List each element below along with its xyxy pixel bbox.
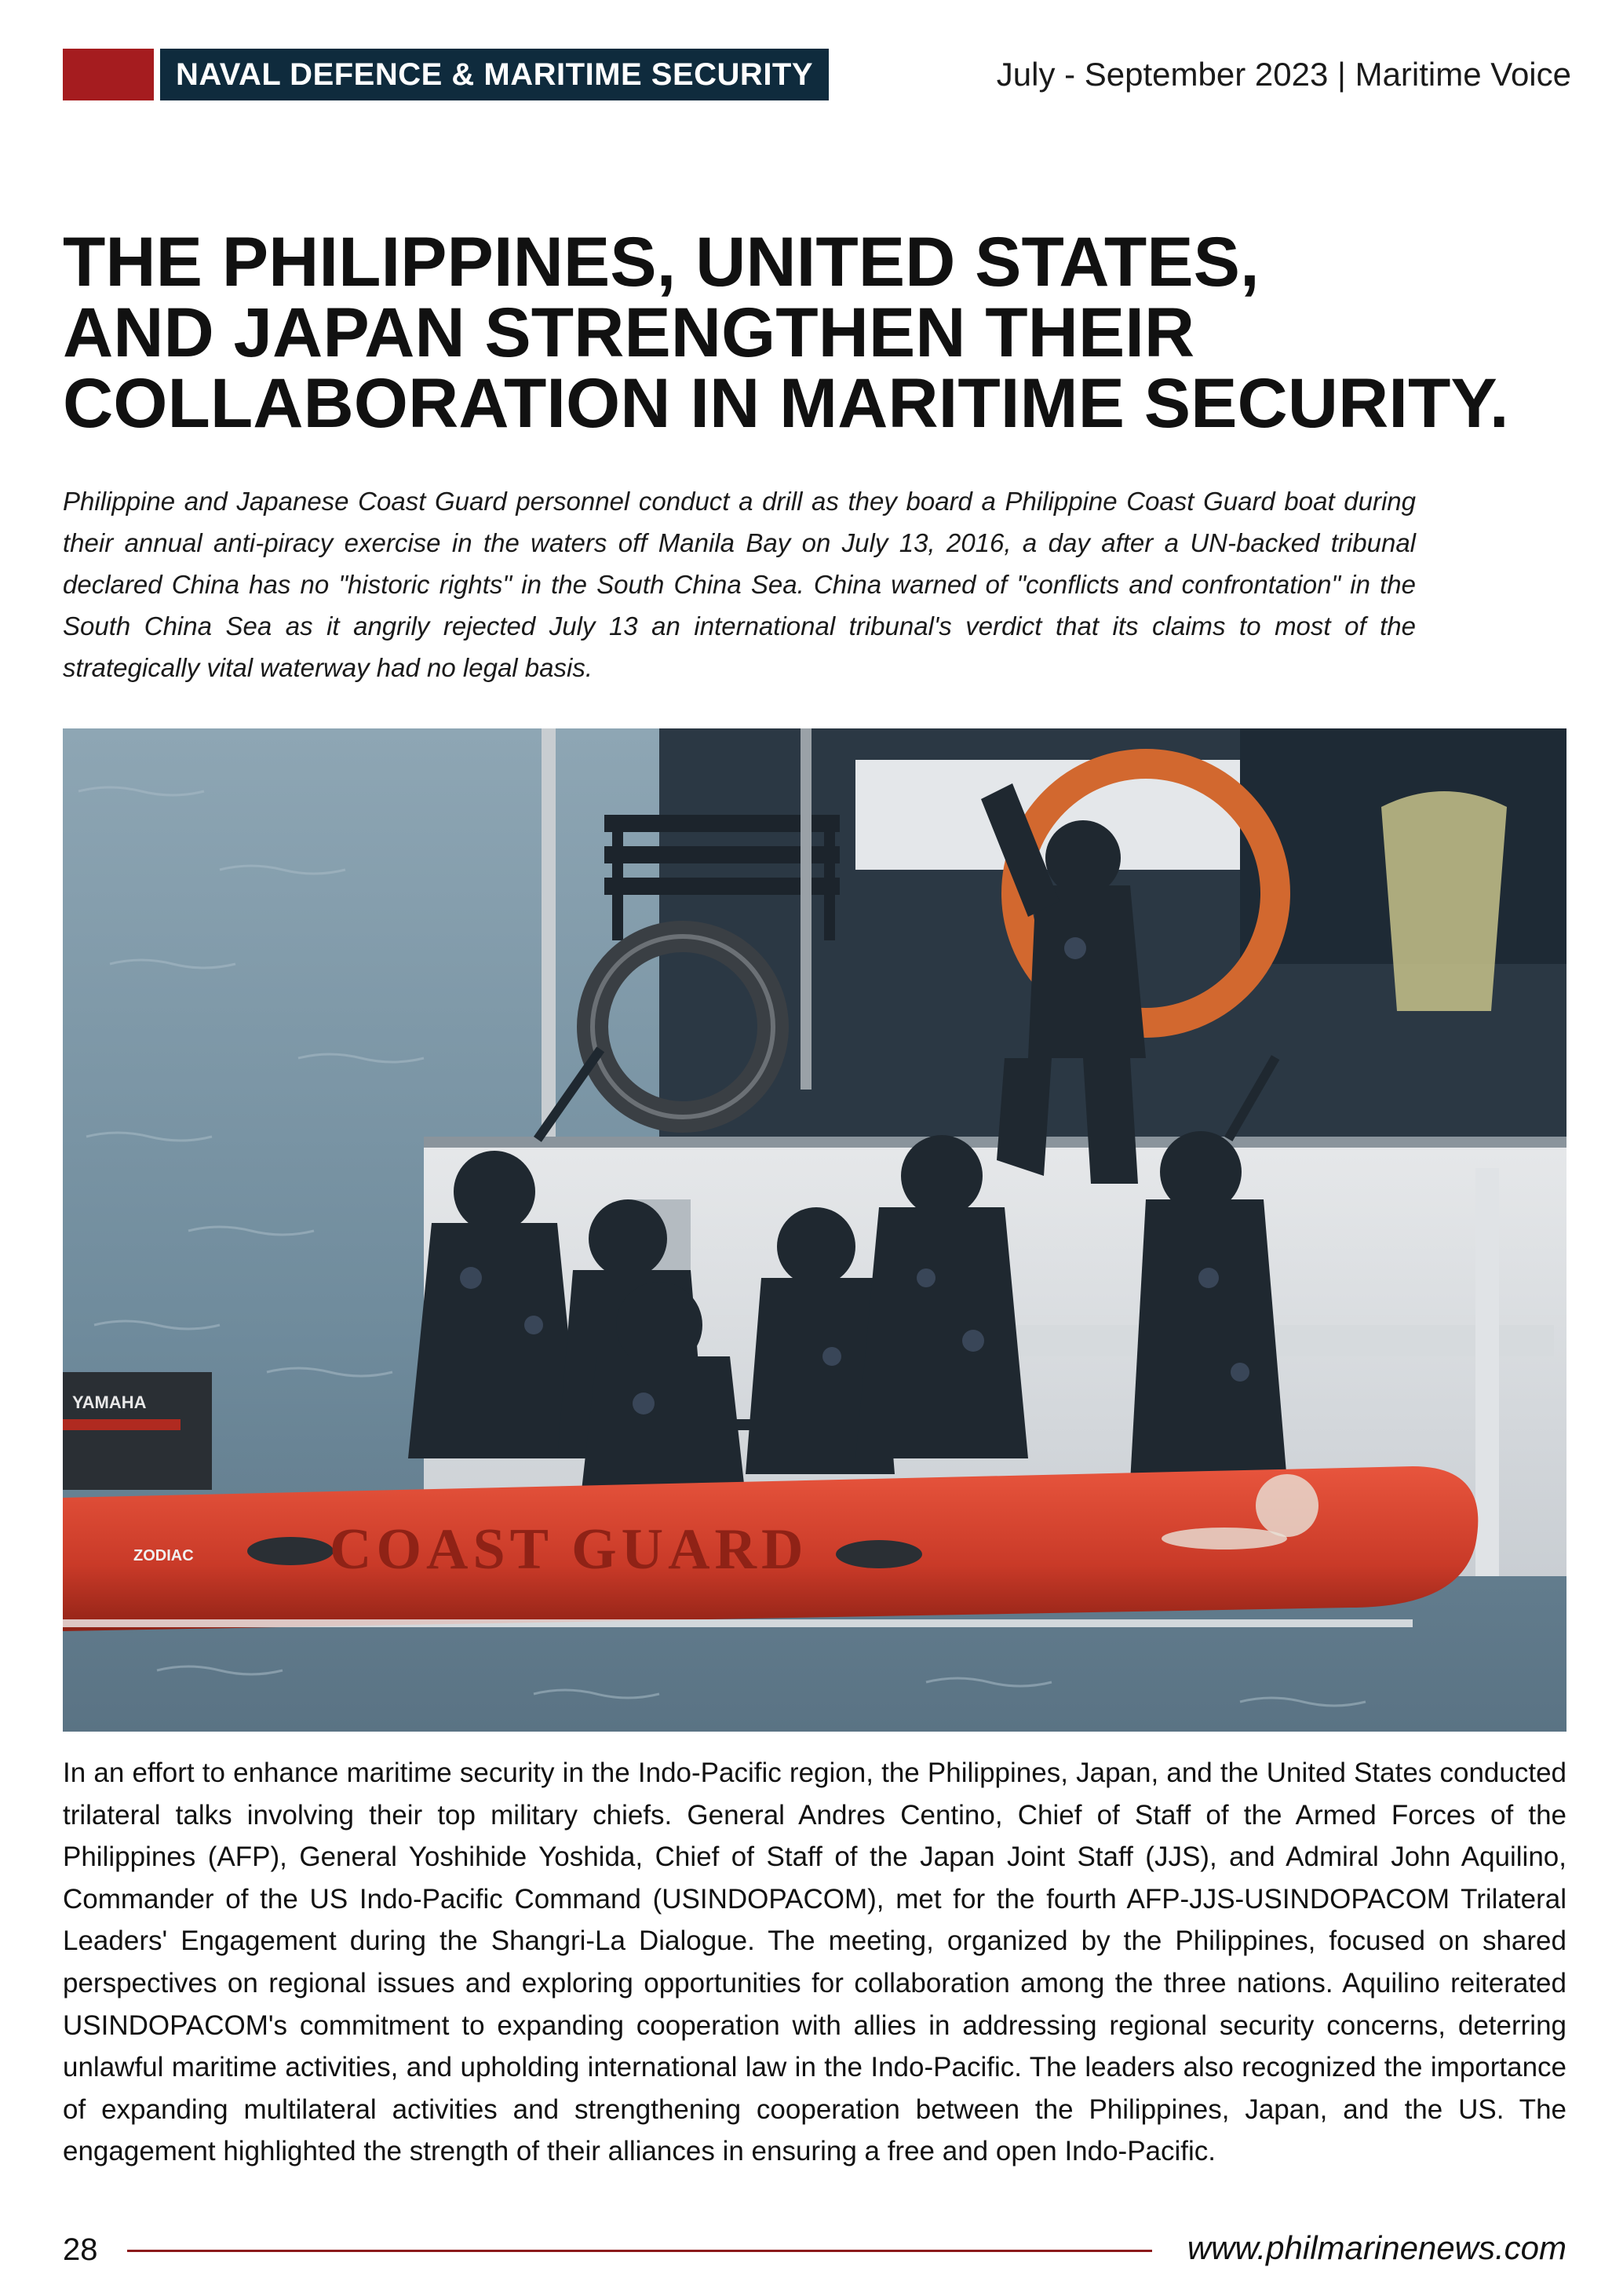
title-line-3: COLLABORATION IN MARITIME SECURITY.: [63, 363, 1509, 442]
article-body: In an effort to enhance maritime security in the Indo-Pacific region, the Philippines, Japan, and the United States conducted trilateral talks involving their top military chiefs. General Andres Centino, Chief of Staff of the Armed Forces of the Philippines (AFP), General Yoshihide Yoshida, Chief of Staff of the Japan Joint Staff (JJS), and Admiral John Aquilino, Commander of the US Indo-Pacific Command (USINDOPACOM), met for the fourth AFP-JJS-USINDOPACOM Trilateral Leaders' Engagement during the Shangri-La Dialogue. The meeting, organized by the Philippines, focused on shared perspectives on regional issues and exploring opportunities for collaboration among the three nations. Aquilino reiterated USINDOPACOM's commitment to expanding cooperation with allies in addressing regional security concerns, deterring unlawful maritime activities, and upholding international law in the Indo-Pacific. The leaders also recognized the importance of expanding multilateral activities and strengthening cooperation between the Philippines, Japan, and the US. The engagement highlighted the strength of their alliances in ensuring a free and open Indo-Pacific.: [63, 1758, 1566, 2167]
title-line-2: AND JAPAN STRENGTHEN THEIR: [63, 293, 1195, 371]
photo-caption: Philippine and Japanese Coast Guard personnel conduct a drill as they board a Philippine Coast Guard boat during their annual anti-piracy exercise in the waters off Manila Bay on July 13, 2016, a day after a UN-backed tribunal declared China has no "historic rights" in the South China Sea. China warned of "conflicts and confrontation" in the South China Sea as it angrily rejected July 13 an international tribunal's verdict that its claims to most of the strategically vital waterway had no legal basis.: [63, 487, 1416, 682]
section-tag: NAVAL DEFENCE & MARITIME SECURITY: [160, 49, 829, 100]
header-accent-bar: [63, 49, 154, 100]
article-photo: [63, 728, 1566, 1732]
coast-guard-drill-illustration: [63, 728, 1566, 1732]
motor-brand-label: YAMAHA: [72, 1393, 147, 1412]
outboard-motor: [63, 1372, 212, 1490]
issue-label: July - September 2023 | Maritime Voice: [996, 56, 1571, 93]
boat-lettering: COAST GUARD: [330, 1517, 808, 1582]
article-title: [63, 222, 1585, 442]
website-url: www.philmarinenews.com: [1187, 2229, 1566, 2266]
footer-divider: [127, 2250, 1152, 2252]
page-number: 28: [63, 2232, 98, 2267]
title-line-1: THE PHILIPPINES, UNITED STATES,: [63, 222, 1260, 301]
raft-brand-label: ZODIAC: [133, 1547, 194, 1564]
